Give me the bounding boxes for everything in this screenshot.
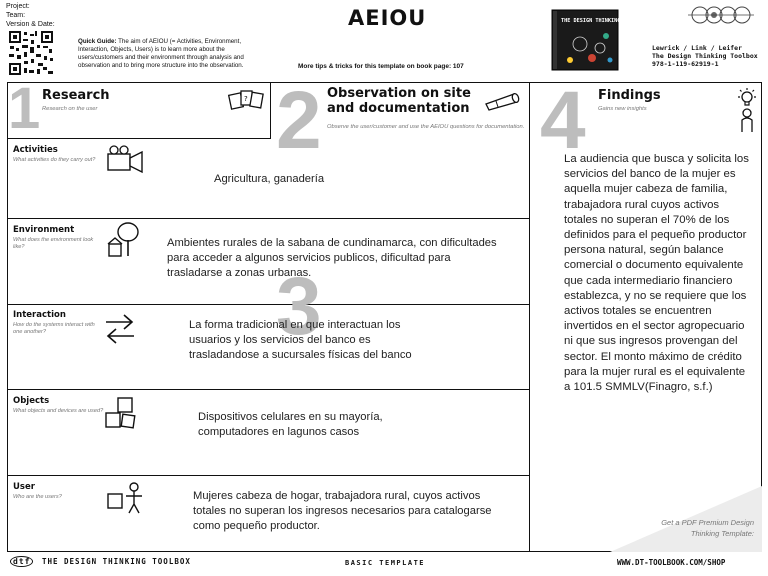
design-thinking-logo-icon — [686, 4, 756, 26]
lightbulb-person-icon — [734, 86, 760, 134]
team-label: Team: — [6, 12, 26, 19]
row-objects-subtitle: What objects and devices are used? — [13, 408, 104, 414]
findings-subtitle: Gains new insights — [598, 106, 647, 112]
quick-guide — [78, 38, 248, 70]
research-title: Research — [42, 88, 110, 103]
findings-text: La audiencia que busca y solicita los servicios del banco de la mujer es aquella mujer cabeza de familia, trabajadora rural cuyos activos totales no superan el 70% de los definidos para el pequeño productor persona natural, según balance comercial o documento equivalente que cada intermediario financiero establezca, y no se requiere que los activos totales se encuentren invertidos en el sector agropecuario ni que sus ingresos provengan del sector. El monto máximo de crédito para la mujer rural es el equivalente a 101.5 SMMLV(Finagro, s.f.) — [564, 153, 749, 394]
row-activities-text: Agricultura, ganadería — [214, 173, 325, 185]
environment-tree-house-icon — [104, 220, 144, 260]
row-objects-title: Objects — [13, 396, 50, 406]
page-title: AEIOU — [348, 6, 427, 30]
quick-guide-text: The aim of AEIOU (= Activities, Environment, Interaction, Objects, Users) is to learn more about the users/customers and their environment through analysis and observation and to bring more structure into the observation. — [78, 38, 244, 69]
row-objects-text: Dispositivos celulares en su mayoría, computadores en lagunos casos — [198, 411, 383, 438]
section-number-4: 4 — [540, 75, 586, 166]
row-interaction-text: La forma tradicional en que interactuan los usuarios y los servicios del banco es trasladandose a sucursales físicas del banco — [189, 319, 412, 361]
observation-title: Observation on site and documentation — [327, 86, 471, 116]
observation-subtitle: Observe the user/customer and use the AEIOU questions for documentation. — [327, 124, 525, 130]
footer-brand-text: THE DESIGN THINKING TOOLBOX — [41, 557, 191, 566]
row-activities-title: Activities — [13, 145, 58, 155]
row-environment-subtitle: What does the environment look like? — [13, 237, 94, 250]
user-person-box-icon — [104, 480, 148, 516]
activities-camera-icon — [104, 144, 148, 174]
svg-text:?: ? — [244, 95, 248, 103]
project-label: Project: — [6, 3, 30, 10]
version-label: Version & Date: — [6, 21, 55, 28]
quick-guide-label: Quick Guide: — [78, 38, 117, 45]
tips-text: More tips & tricks for this template on book page: 107 — [298, 63, 464, 70]
book-title: The Design Thinking Toolbox — [652, 52, 758, 60]
row-environment-text: Ambientes rurales de la sabana de cundinamarca, con dificultades para acceder a algunos servicios publicos, dificultad para trasladarse a zonas urbanas. — [167, 237, 497, 279]
cards-icon — [228, 88, 264, 110]
pdf-note: Get a PDF Premium Design Thinking Template: — [661, 518, 754, 538]
row-user-subtitle: Who are the users? — [13, 494, 62, 500]
book-authors: Lewrick / Link / Leifer — [652, 44, 743, 52]
section-number-3: 3 — [276, 261, 322, 352]
qr-code-icon — [8, 30, 54, 76]
row-interaction-title: Interaction — [13, 310, 66, 320]
footer-template-label: BASIC TEMPLATE — [345, 559, 426, 567]
footer-brand — [10, 557, 191, 566]
section-number-2: 2 — [276, 75, 322, 166]
book-cover-text: THE DESIGN THINKING TOOLBOX — [561, 18, 646, 24]
book-isbn: 978-1-119-62919-1 — [652, 60, 719, 68]
research-subtitle: Research on the user — [42, 106, 98, 112]
row-divider-objects — [7, 475, 530, 476]
book-info — [652, 44, 758, 68]
row-user-title: User — [13, 482, 35, 492]
row-divider-interaction — [7, 389, 530, 390]
findings-title: Findings — [598, 88, 661, 103]
footer-shop-link[interactable]: WWW.DT-TOOLBOOK.COM/SHOP — [617, 558, 726, 567]
row-divider-activities — [7, 218, 530, 219]
row-activities-subtitle: What activities do they carry out? — [13, 157, 96, 163]
telescope-icon — [484, 90, 524, 112]
footer-logo-icon: dtf — [10, 556, 33, 567]
section-number-1: 1 — [8, 76, 41, 141]
objects-boxes-icon — [102, 395, 142, 433]
row-divider-environment — [7, 304, 530, 305]
row-environment-title: Environment — [13, 225, 75, 235]
row-interaction-subtitle: How do the systems interact with one another? — [13, 322, 95, 335]
findings-divider — [529, 82, 530, 552]
interaction-arrows-icon — [102, 310, 138, 346]
row-user-text: Mujeres cabeza de hogar, trabajadora rural, cuyos activos totales no superan los ingresos necesarios para catalogarse como pequeño productor. — [193, 490, 492, 532]
project-meta — [6, 2, 55, 29]
book-cover-icon — [550, 8, 646, 72]
